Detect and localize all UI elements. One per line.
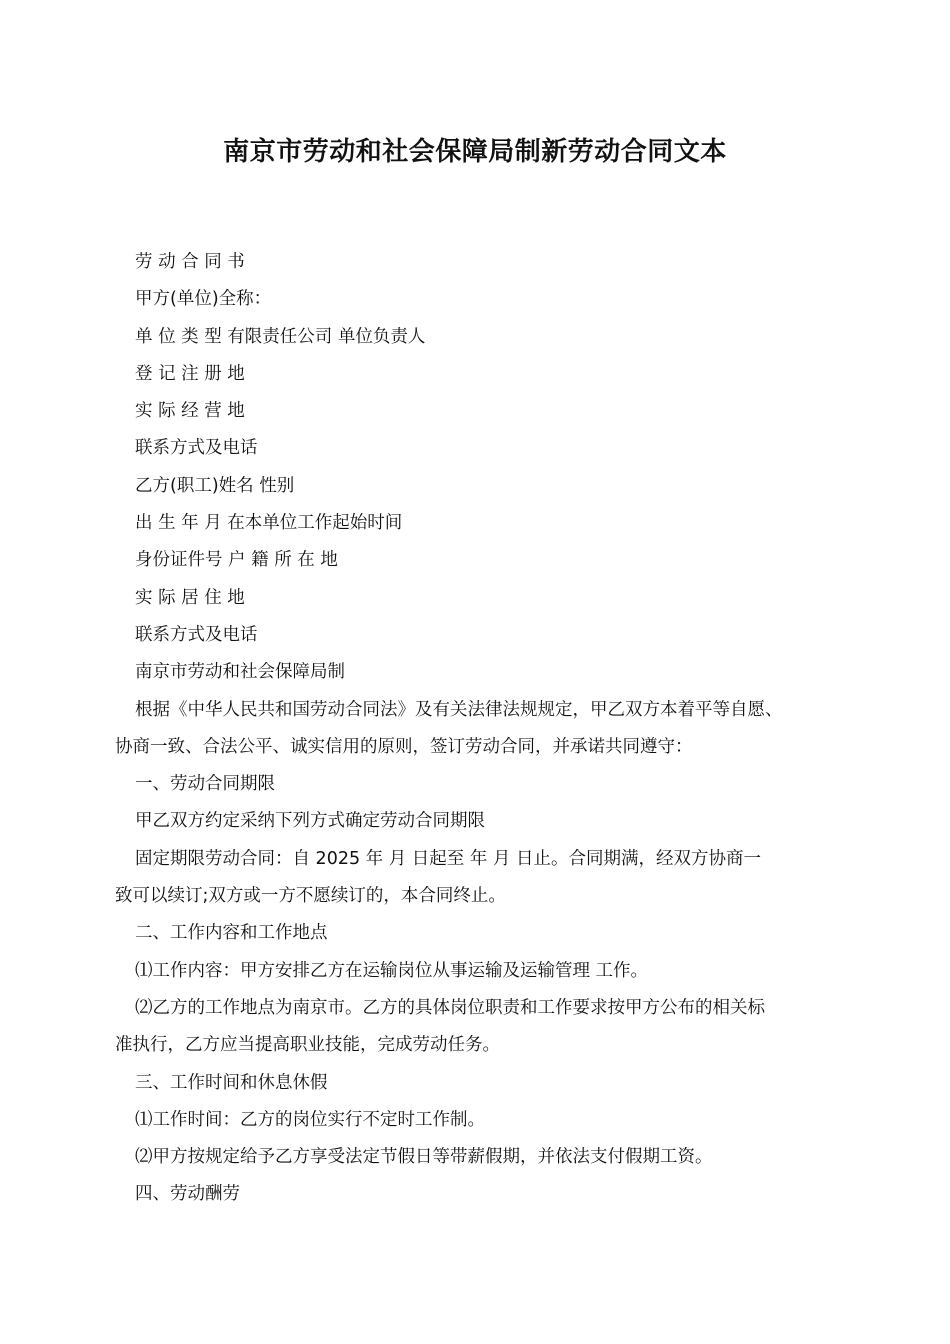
party-a-name-field: 甲方(单位)全称：	[135, 289, 272, 310]
section-heading-work-content: 二、工作内容和工作地点	[135, 923, 328, 944]
document-body	[115, 244, 850, 1214]
section-heading-contract-book: 劳 动 合 同 书	[135, 252, 245, 272]
working-hours-paragraph-line: ⑴工作时间：乙方的岗位实行不定时工作制。	[135, 1109, 485, 1130]
section-heading-remuneration: 四、劳动酬劳	[135, 1184, 240, 1205]
issuer-line: 南京市劳动和社会保障局制	[135, 662, 345, 683]
section-heading-working-hours: 三、工作时间和休息休假	[135, 1072, 328, 1093]
work-content-paragraph-line: ⑴工作内容：甲方安排乙方在运输岗位从事运输及运输管理 工作。	[135, 960, 649, 981]
section-heading-term: 一、劳动合同期限	[135, 774, 275, 795]
term-paragraph-line: 甲乙双方约定采纳下列方式确定劳动合同期限	[135, 811, 485, 832]
term-paragraph-line: 致可以续订;双方或一方不愿续订的，本合同终止。	[115, 886, 506, 907]
party-a-unit-type-field: 单 位 类 型 有限责任公司 单位负责人	[135, 326, 426, 347]
work-location-paragraph-line: 准执行，乙方应当提高职业技能，完成劳动任务。	[115, 1035, 500, 1056]
party-a-contact-field: 联系方式及电话	[135, 438, 258, 459]
work-location-paragraph-line: ⑵乙方的工作地点为南京市。乙方的具体岗位职责和工作要求按甲方公布的相关标	[135, 997, 765, 1018]
preamble-paragraph-line: 协商一致、合法公平、诚实信用的原则，签订劳动合同，并承诺共同遵守：	[115, 736, 693, 757]
party-b-contact-field: 联系方式及电话	[135, 624, 258, 645]
party-a-operating-address-field: 实 际 经 营 地	[135, 401, 245, 422]
party-b-birth-field: 出 生 年 月 在本单位工作起始时间	[135, 513, 403, 534]
term-paragraph-line: 固定期限劳动合同：自 2025 年 月 日起至 年 月 日止。合同期满，经双方协商一	[135, 848, 761, 869]
holidays-paragraph-line: ⑵甲方按规定给予乙方享受法定节假日等带薪假期，并依法支付假期工资。	[135, 1147, 713, 1168]
document-title: 南京市劳动和社会保障局制新劳动合同文本	[223, 137, 727, 167]
party-b-residence-field: 实 际 居 住 地	[135, 587, 245, 608]
preamble-paragraph-line: 根据《中华人民共和国劳动合同法》及有关法律法规规定，甲乙双方本着平等自愿、	[135, 699, 783, 720]
party-a-registered-address-field: 登 记 注 册 地	[135, 363, 245, 384]
party-b-id-field: 身份证件号 户 籍 所 在 地	[135, 550, 338, 571]
party-b-name-field: 乙方(职工)姓名 性别	[135, 475, 295, 496]
